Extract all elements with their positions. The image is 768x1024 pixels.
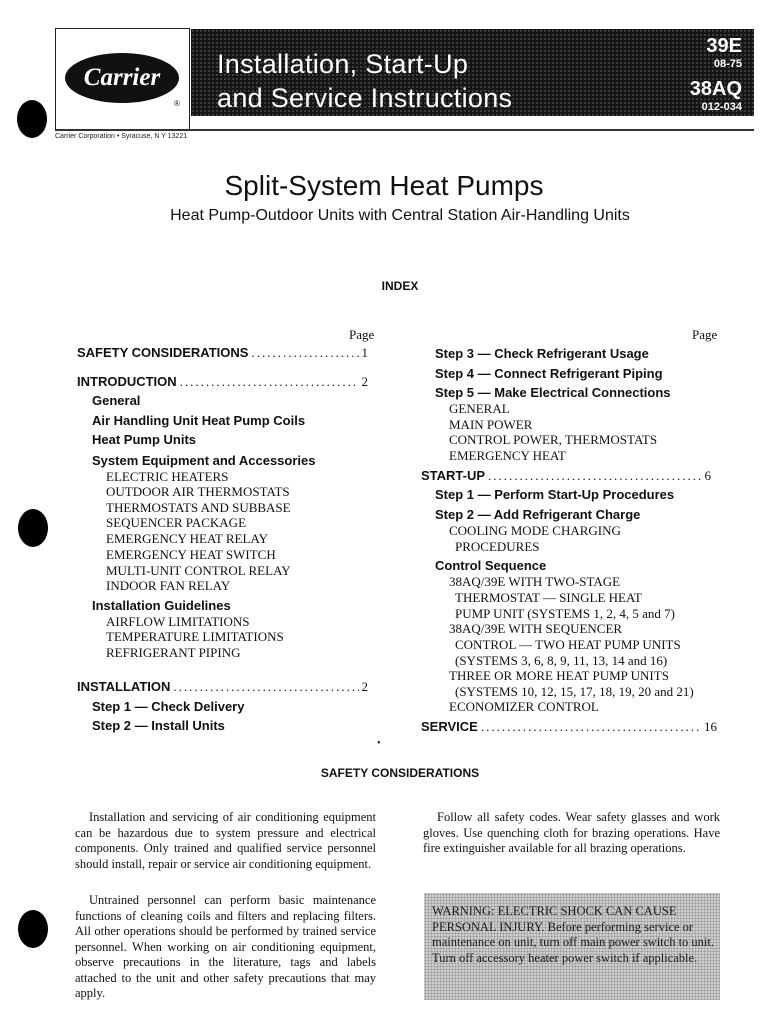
index-entry-startup-label: START-UP	[421, 468, 486, 483]
index-control-line: (SYSTEMS 10, 12, 15, 17, 18, 19, 20 and 21)	[455, 684, 694, 699]
index-entry-safety[interactable]	[77, 345, 368, 361]
page-label-right: Page	[692, 327, 718, 342]
index-intro-general: General	[92, 393, 141, 408]
index-entry-startup-page: 6	[704, 468, 711, 483]
index-entry-installation-page: 2	[361, 679, 368, 694]
index-entry-safety-page: 1	[361, 345, 368, 360]
safety-section-heading: SAFETY CONSIDERATIONS	[320, 766, 480, 780]
index-control-line: CONTROL — TWO HEAT PUMP UNITS	[455, 637, 681, 652]
index-entry-introduction-page: 2	[361, 374, 368, 389]
index-control-line: THERMOSTAT — SINGLE HEAT	[455, 590, 642, 605]
index-control-sequence: Control Sequence	[435, 558, 547, 573]
index-guideline: TEMPERATURE LIMITATIONS	[106, 629, 284, 644]
banner-line-2: and Service Instructions	[217, 83, 513, 113]
index-accessory: SEQUENCER PACKAGE	[106, 515, 247, 530]
corporation-address: Carrier Corporation • Syracuse, N Y 13221	[55, 133, 188, 140]
index-accessory: OUTDOOR AIR THERMOSTATS	[106, 484, 290, 499]
warning-caps: WARNING: ELECTRIC SHOCK CAN CAUSE PERSONAL INJURY.	[432, 904, 677, 934]
title-banner	[191, 29, 754, 116]
index-control-line: ECONOMIZER CONTROL	[449, 699, 599, 714]
index-charge-sub: PROCEDURES	[455, 539, 540, 554]
index-step-1-check-delivery: Step 1 — Check Delivery	[92, 699, 245, 714]
safety-paragraph-2: Untrained personnel can perform basic maintenance functions of cleaning coils and filters and replacing filters. All other operations should be performed by trained service personnel. When working on air conditioning equipment, observe precautions in the literature, tags and labels attached to the unit and other safety precautions that may apply.	[75, 893, 376, 1000]
index-intro-coils: Air Handling Unit Heat Pump Coils	[92, 413, 306, 428]
carrier-logo-box	[55, 28, 190, 131]
index-control-line: 38AQ/39E WITH TWO-STAGE	[449, 574, 621, 589]
index-guideline: AIRFLOW LIMITATIONS	[106, 614, 250, 629]
index-guideline: REFRIGERANT PIPING	[106, 645, 241, 660]
index-entry-installation[interactable]	[77, 679, 368, 695]
index-control-line: THREE OR MORE HEAT PUMP UNITS	[449, 668, 669, 683]
index-installation-guidelines: Installation Guidelines	[92, 598, 231, 613]
logo-text: Carrier	[83, 64, 161, 91]
index-entry-service-label: SERVICE	[421, 719, 478, 734]
index-entry-introduction[interactable]	[77, 374, 368, 390]
carrier-logo	[65, 53, 179, 103]
header-rule	[55, 129, 754, 131]
model-code-39e: 39E	[706, 35, 742, 57]
warning-box	[424, 893, 720, 1000]
index-startup-step-1: Step 1 — Perform Start-Up Procedures	[435, 487, 675, 502]
index-intro-system-equipment: System Equipment and Accessories	[92, 453, 316, 468]
index-entry-safety-label: SAFETY CONSIDERATIONS	[77, 345, 249, 360]
punch-hole-middle	[18, 509, 48, 547]
safety-paragraph-3: Follow all safety codes. Wear safety glasses and work gloves. Use quenching cloth for brazing operations. Have fire extinguisher available for all brazing operations.	[423, 810, 720, 855]
document-title: Split-System Heat Pumps	[224, 170, 544, 201]
index-step-3: Step 3 — Check Refrigerant Usage	[435, 346, 649, 361]
index-entry-service-page: 16	[704, 719, 717, 734]
index-step-5: Step 5 — Make Electrical Connections	[435, 385, 671, 400]
model-code-38aq-sub: 012-034	[701, 101, 742, 113]
index-entry-startup[interactable]	[421, 468, 711, 484]
document-subtitle: Heat Pump-Outdoor Units with Central Station Air-Handling Units	[170, 207, 630, 224]
index-accessory: MULTI-UNIT CONTROL RELAY	[106, 563, 291, 578]
model-code-39e-sub: 08-75	[713, 58, 742, 70]
index-entry-introduction-label: INTRODUCTION	[77, 374, 177, 389]
index-electrical-item: CONTROL POWER, THERMOSTATS	[449, 432, 658, 447]
punch-hole-top	[17, 100, 47, 138]
index-electrical-item: GENERAL	[449, 401, 510, 416]
index-step-4: Step 4 — Connect Refrigerant Piping	[435, 366, 663, 381]
banner-line-1: Installation, Start-Up	[217, 49, 469, 79]
index-accessory: INDOOR FAN RELAY	[106, 578, 231, 593]
index-electrical-item: EMERGENCY HEAT	[449, 448, 566, 463]
safety-paragraph-1: Installation and servicing of air conditioning equipment can be hazardous due to system pressure and electrical components. Only trained and qualified service personnel should install, repair or service air conditioning equipment.	[75, 810, 376, 871]
print-speck: •	[377, 738, 381, 749]
punch-hole-bottom	[18, 910, 48, 948]
warning-text	[432, 904, 714, 966]
index-accessory: EMERGENCY HEAT SWITCH	[106, 547, 276, 562]
index-control-line: (SYSTEMS 3, 6, 8, 9, 11, 13, 14 and 16)	[455, 653, 668, 668]
index-electrical-item: MAIN POWER	[449, 417, 533, 432]
index-control-line: PUMP UNIT (SYSTEMS 1, 2, 4, 5 and 7)	[455, 606, 675, 621]
index-accessory: ELECTRIC HEATERS	[106, 469, 229, 484]
index-charge-sub: COOLING MODE CHARGING	[449, 523, 621, 538]
page-label-left: Page	[349, 327, 375, 342]
index-startup-step-2: Step 2 — Add Refrigerant Charge	[435, 507, 641, 522]
index-accessory: THERMOSTATS AND SUBBASE	[106, 500, 291, 515]
model-code-38aq: 38AQ	[689, 78, 742, 100]
index-control-line: 38AQ/39E WITH SEQUENCER	[449, 621, 623, 636]
warning-rest: Before performing service or maintenance on unit, turn off main power switch to unit. Turn off accessory heater power switch if applicable.	[432, 919, 715, 965]
index-step-2-install-units: Step 2 — Install Units	[92, 718, 225, 733]
index-entry-service[interactable]	[421, 719, 717, 735]
index-intro-heat-pump-units: Heat Pump Units	[92, 432, 197, 447]
registered-mark: ®	[174, 99, 180, 108]
index-heading: INDEX	[381, 279, 419, 293]
index-accessory: EMERGENCY HEAT RELAY	[106, 531, 269, 546]
index-entry-installation-label: INSTALLATION	[77, 679, 171, 694]
